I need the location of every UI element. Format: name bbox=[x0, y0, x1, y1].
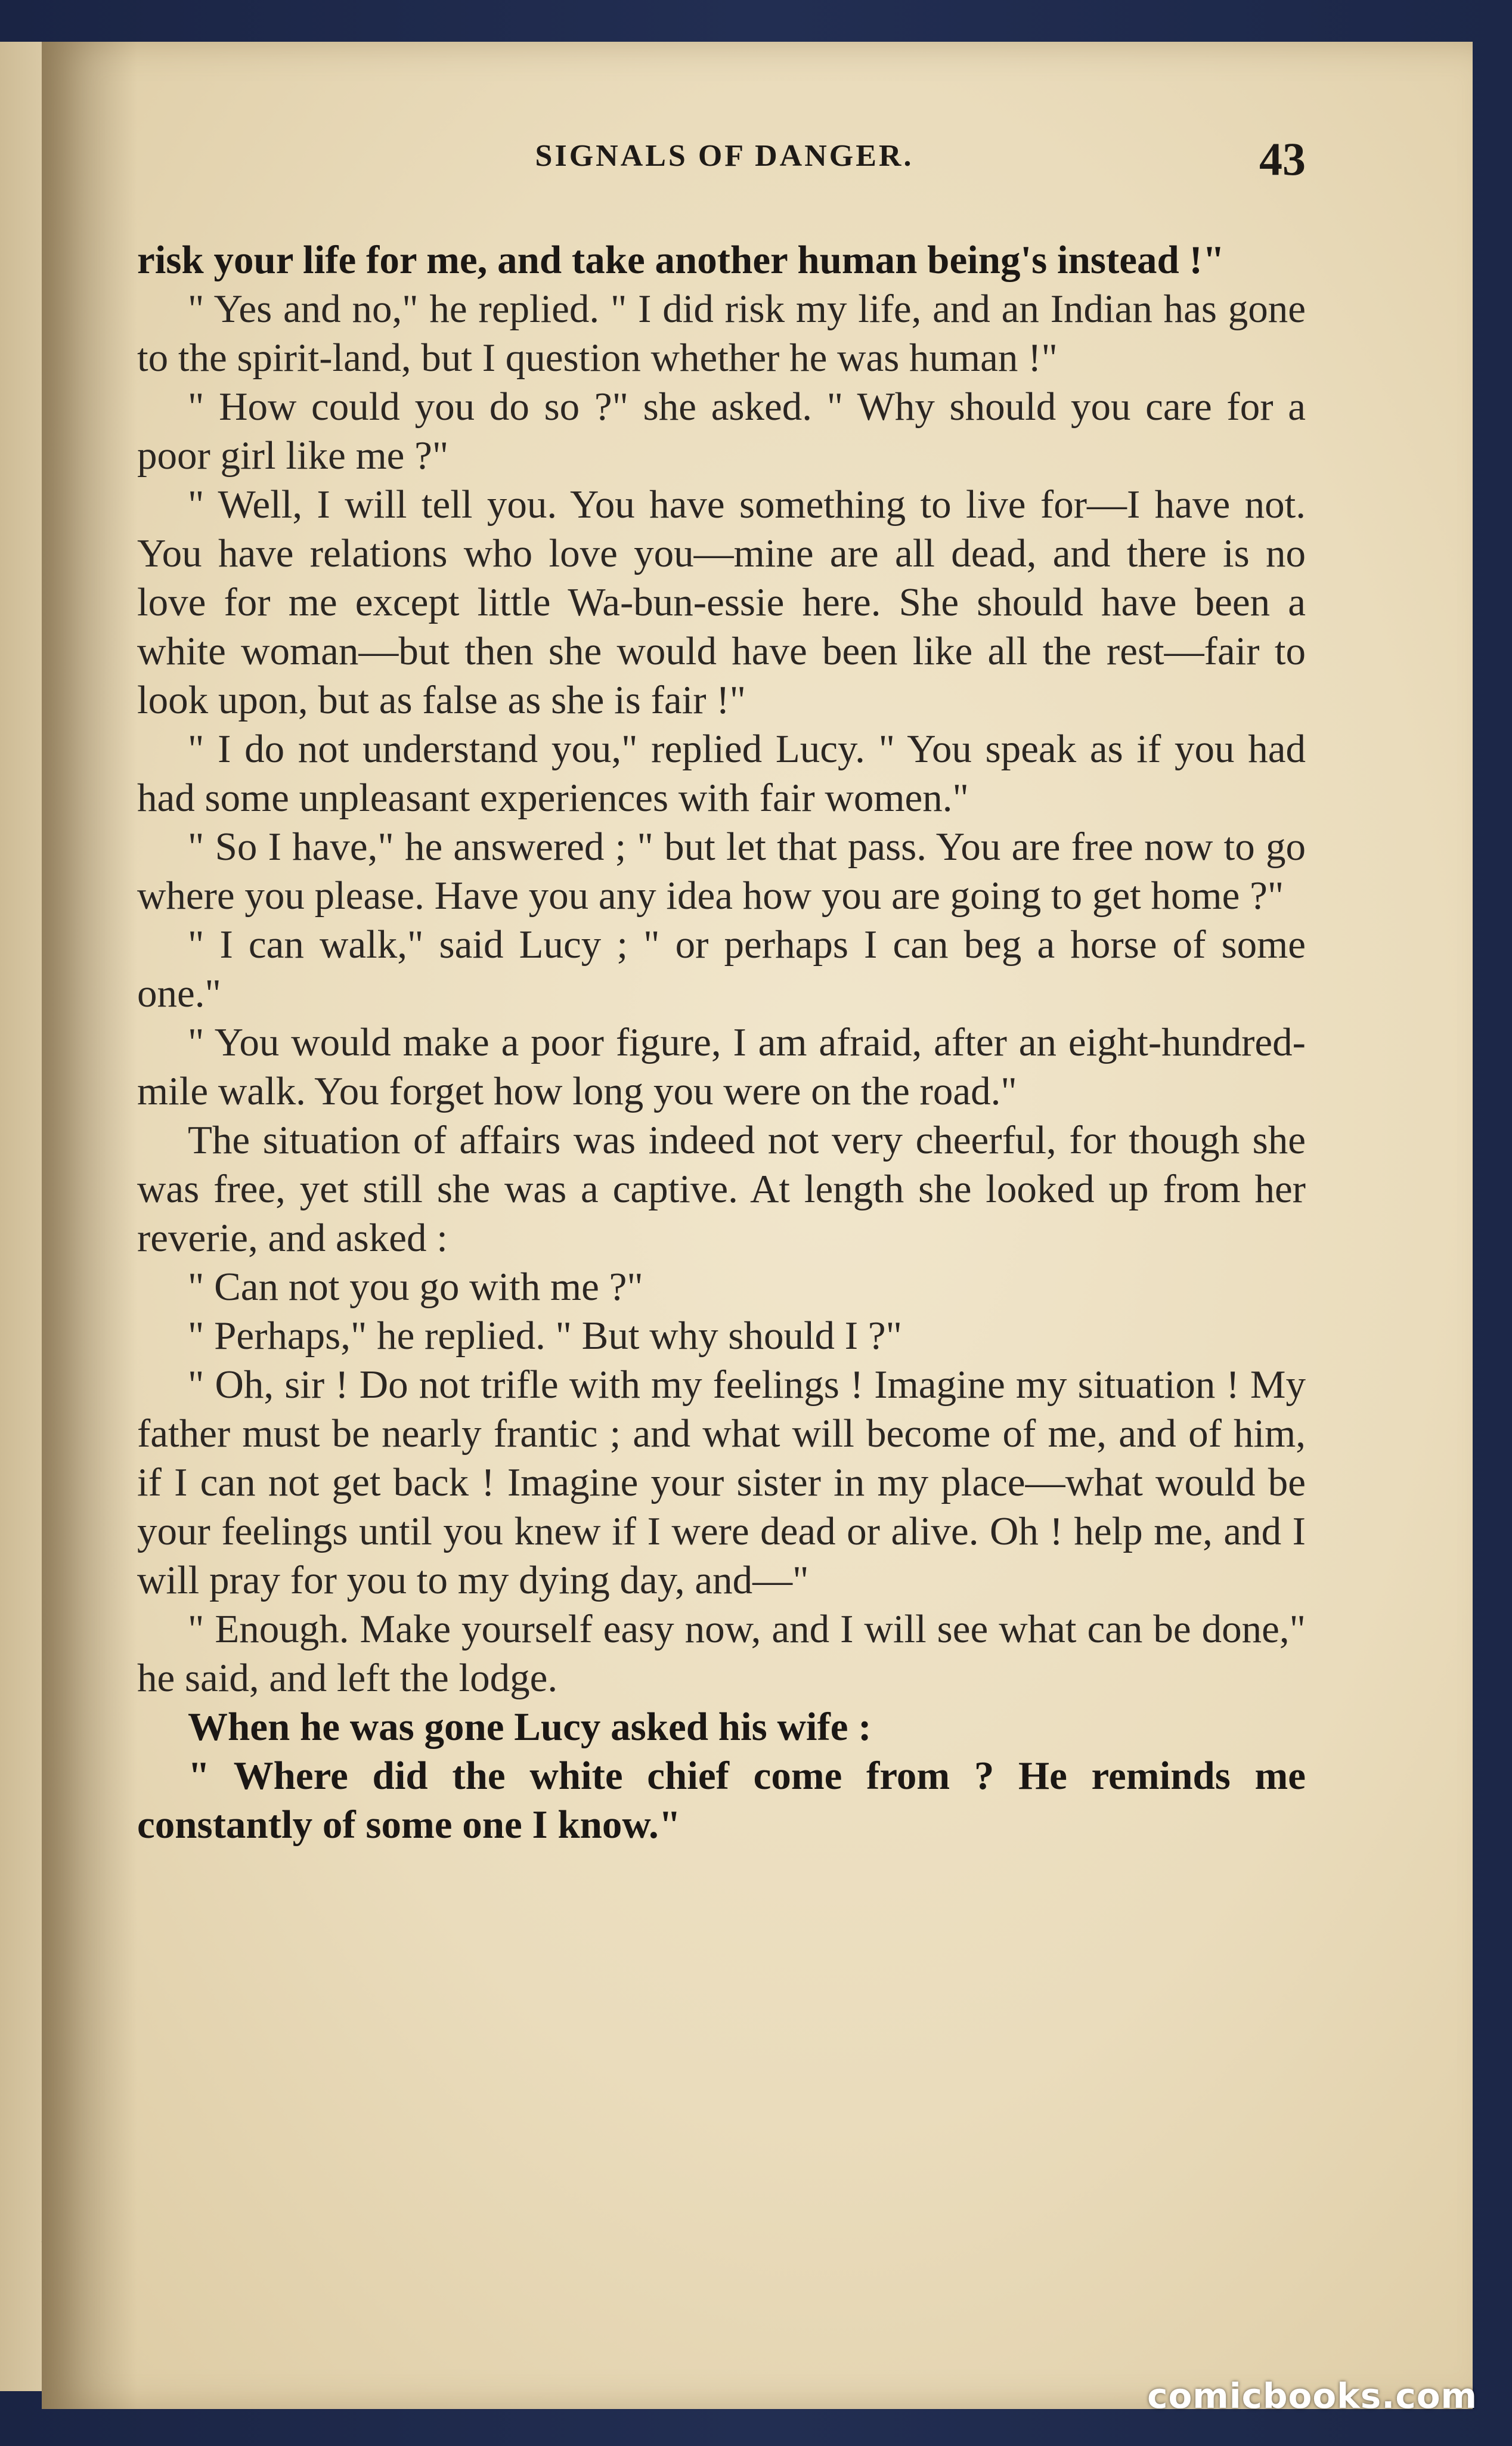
paragraph: " Well, I will tell you. You have something to live for—I have not. You have relations who love you—mine are all dead, and there is no love for me except little Wa-bun-essie here. She should have been a white woman—but then she would have been like all the rest—fair to look upon, but as false as she is fair !" bbox=[137, 482, 1306, 722]
paragraph: " Perhaps," he replied. " But why should I ?" bbox=[188, 1314, 902, 1358]
paragraph: " I do not understand you," replied Lucy. " You speak as if you had had some unpleasant experiences with fair women." bbox=[137, 727, 1306, 820]
paragraph: " You would make a poor figure, I am afraid, after an eight-hundred-mile walk. You forget how long you were on the road." bbox=[137, 1020, 1306, 1113]
running-head: SIGNALS OF DANGER. bbox=[535, 139, 914, 173]
paragraph: " Can not you go with me ?" bbox=[188, 1265, 643, 1309]
page-number: 43 bbox=[1259, 133, 1306, 185]
paragraph: " Where did the white chief come from ? He reminds me constantly of some one I know." bbox=[137, 1754, 1306, 1847]
paragraph: " Oh, sir ! Do not trifle with my feelings ! Imagine my situation ! My father must be nearly frantic ; and what will become of me, and of him, if I can not get back ! Imagine your sister in my place—what would be your feelings until you knew if I were dead or alive. Oh ! help me, and I will pray for you to my dying day, and—" bbox=[137, 1363, 1306, 1602]
paragraph: " How could you do so ?" she asked. " Why should you care for a poor girl like me ?" bbox=[137, 385, 1306, 478]
paragraph: " So I have," he answered ; " but let that pass. You are free now to go where you please. Have you any idea how you are going to get home ?" bbox=[137, 825, 1306, 918]
paragraph: " Enough. Make yourself easy now, and I will see what can be done," he said, and left the lodge. bbox=[137, 1607, 1306, 1700]
page-header bbox=[143, 133, 1306, 186]
paragraph: When he was gone Lucy asked his wife : bbox=[188, 1705, 872, 1749]
paragraph: risk your life for me, and take another human being's instead !" bbox=[137, 238, 1225, 282]
gutter-shadow bbox=[42, 42, 137, 2409]
paragraph: " I can walk," said Lucy ; " or perhaps I can beg a horse of some one." bbox=[137, 922, 1306, 1015]
body-text bbox=[137, 236, 1306, 1849]
paragraph: The situation of affairs was indeed not very cheerful, for though she was free, yet still she was a captive. At length she looked up from her reverie, and asked : bbox=[137, 1118, 1306, 1260]
paragraph: " Yes and no," he replied. " I did risk my life, and an Indian has gone to the spirit-land, but I question whether he was human !" bbox=[137, 287, 1306, 380]
site-watermark: comicbooks.com bbox=[1147, 2376, 1477, 2416]
